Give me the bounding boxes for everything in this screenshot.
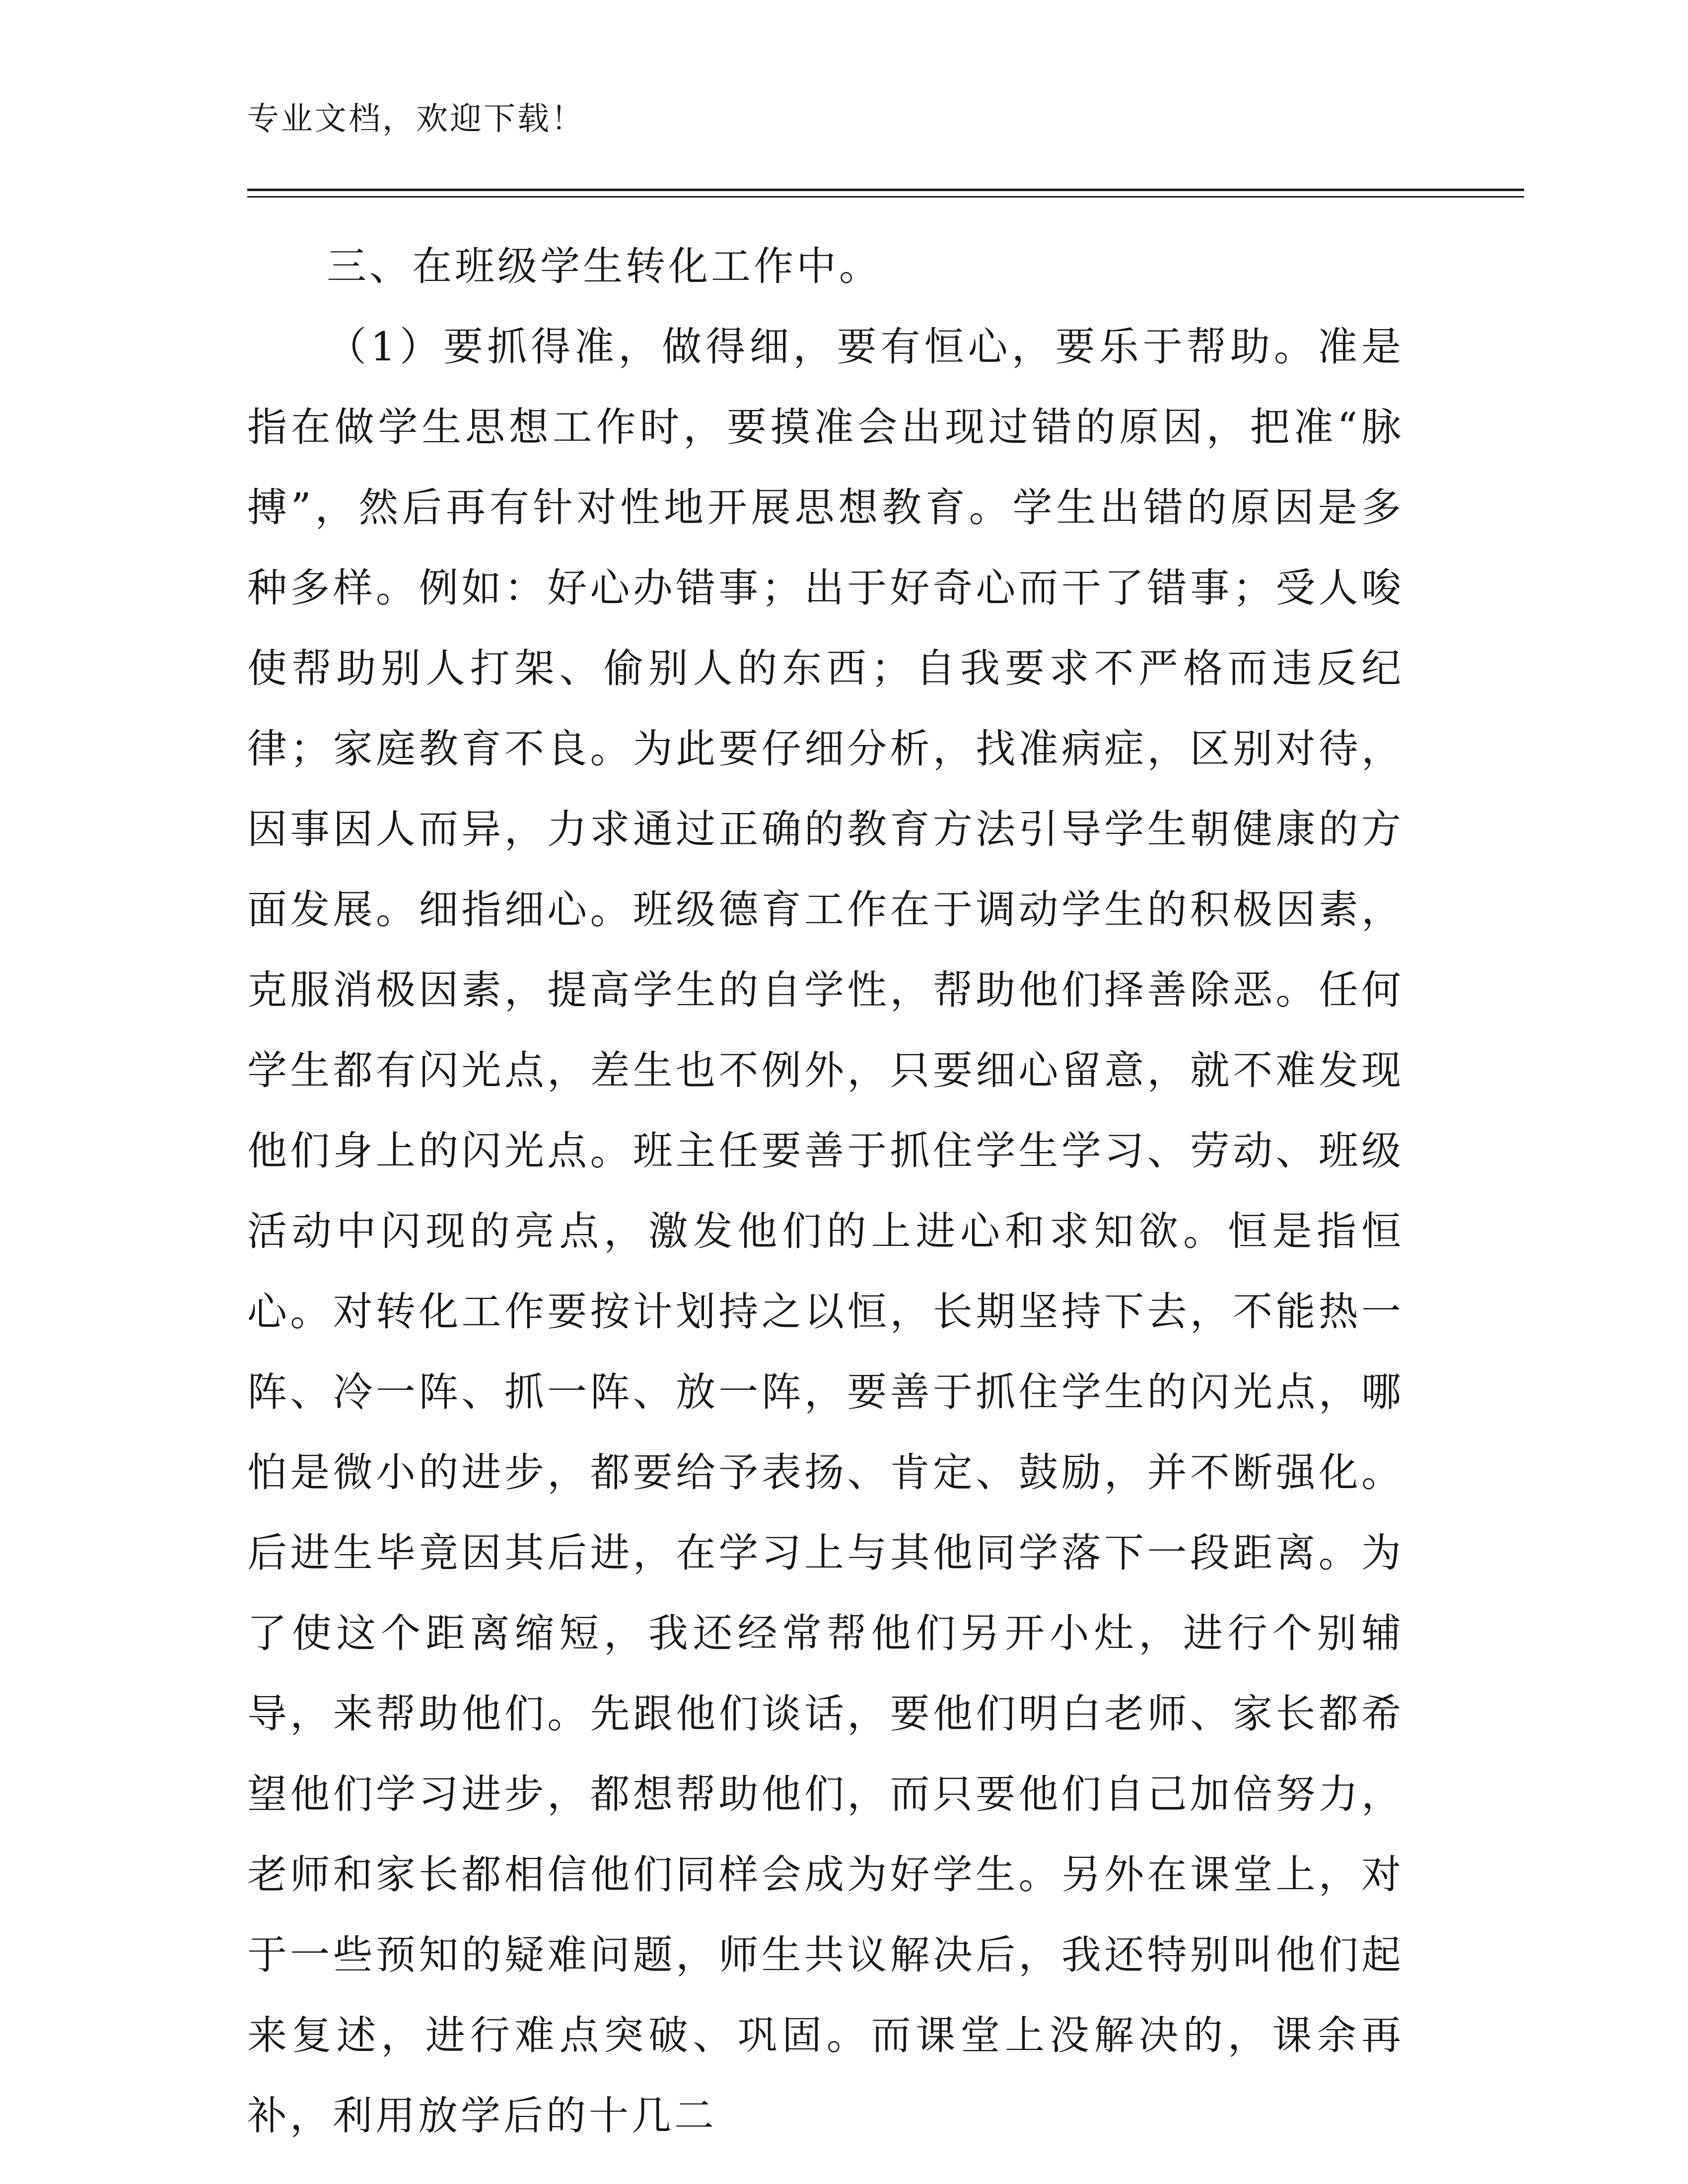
page-header-text: 专业文档，欢迎下载！ [247,101,585,137]
header-divider-thin [247,196,1524,198]
document-body [247,226,1404,2156]
section-heading: 三、在班级学生转化工作中。 [327,243,882,289]
body-paragraph: （1）要抓得准，做得细，要有恒心，要乐于帮助。准是指在做学生思想工作时，要摸准会出现过错的原因，把准“脉搏”，然后再有针对性地开展思想教育。学生出错的原因是多种多样。例如：好心办错事；出于好奇心而干了错事；受人唆使帮助别人打架、偷别人的东西；自我要求不严格而违反纪律；家庭教育不良。为此要仔细分析，找准病症，区别对待，因事因人而异，力求通过正确的教育方法引导学生朝健康的方面发展。细指细心。班级德育工作在于调动学生的积极因素，克服消极因素，提高学生的自学性，帮助他们择善除恶。任何学生都有闪光点，差生也不例外，只要细心留意，就不难发现他们身上的闪光点。班主任要善于抓住学生学习、劳动、班级活动中闪现的亮点，激发他们的上进心和求知欲。恒是指恒心。对转化工作要按计划持之以恒，长期坚持下去，不能热一阵、冷一阵、抓一阵、放一阵，要善于抓住学生的闪光点，哪怕是微小的进步，都要给予表扬、肯定、鼓励，并不断强化。后进生毕竟因其后进，在学习上与其他同学落下一段距离。为了使这个距离缩短，我还经常帮他们另开小灶，进行个别辅导，来帮助他们。先跟他们谈话，要他们明白老师、家长都希望他们学习进步，都想帮助他们，而只要他们自己加倍努力，老师和家长都相信他们同样会成为好学生。另外在课堂上，对于一些预知的疑难问题，师生共议解决后，我还特别叫他们起来复述，进行难点突破、巩固。而课堂上没解决的，课余再补，利用放学后的十几二 [247,324,1404,2139]
header-divider-thick [247,189,1524,191]
